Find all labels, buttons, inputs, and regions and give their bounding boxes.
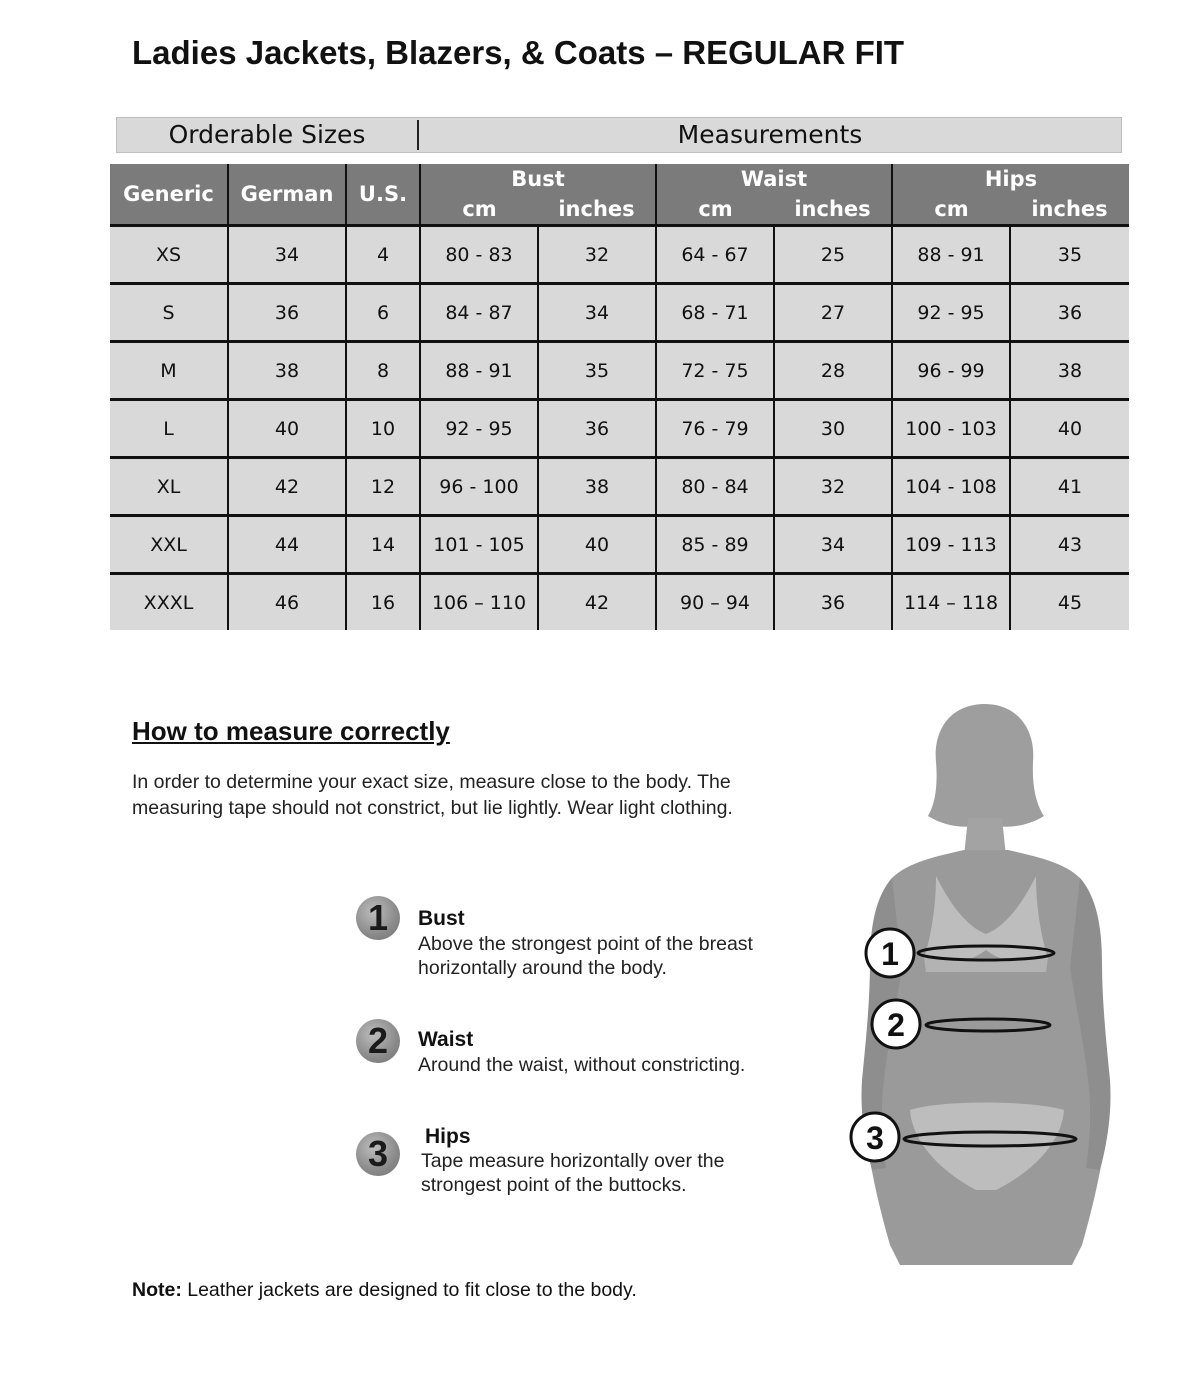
sizes-header-bar bbox=[116, 117, 1122, 153]
cell-us: 6 bbox=[346, 284, 420, 342]
cell-bust-inches: 35 bbox=[538, 342, 656, 400]
step-title: Waist bbox=[418, 1028, 474, 1051]
cell-hips-cm: 109 - 113 bbox=[892, 516, 1010, 574]
waist-marker-label: 2 bbox=[887, 1007, 905, 1043]
cell-waist-cm: 64 - 67 bbox=[656, 226, 774, 284]
cell-generic: XL bbox=[110, 458, 228, 516]
cell-us: 16 bbox=[346, 574, 420, 631]
step-number-badge: 2 bbox=[356, 1019, 400, 1063]
cell-waist-inches: 30 bbox=[774, 400, 892, 458]
table-row bbox=[110, 574, 1129, 631]
cell-hips-inches: 36 bbox=[1010, 284, 1129, 342]
page-title: Ladies Jackets, Blazers, & Coats – REGULAR FIT bbox=[132, 34, 905, 71]
bust-marker-label: 1 bbox=[881, 936, 899, 972]
cell-bust-inches: 36 bbox=[538, 400, 656, 458]
step-title: Bust bbox=[418, 907, 465, 930]
cell-german: 46 bbox=[228, 574, 346, 631]
table-row bbox=[110, 516, 1129, 574]
cell-hips-cm: 96 - 99 bbox=[892, 342, 1010, 400]
header-bust-cm: cm bbox=[420, 194, 538, 226]
header-generic: Generic bbox=[110, 164, 228, 226]
step-text: Around the waist, without constricting. bbox=[418, 1054, 746, 1076]
cell-waist-inches: 28 bbox=[774, 342, 892, 400]
cell-hips-inches: 38 bbox=[1010, 342, 1129, 400]
cell-us: 12 bbox=[346, 458, 420, 516]
cell-generic: S bbox=[110, 284, 228, 342]
cell-generic: XS bbox=[110, 226, 228, 284]
cell-waist-cm: 72 - 75 bbox=[656, 342, 774, 400]
cell-waist-cm: 80 - 84 bbox=[656, 458, 774, 516]
cell-bust-cm: 80 - 83 bbox=[420, 226, 538, 284]
hips-marker-label: 3 bbox=[866, 1120, 884, 1156]
table-row bbox=[110, 284, 1129, 342]
waist-marker bbox=[872, 1000, 920, 1048]
cell-hips-inches: 40 bbox=[1010, 400, 1129, 458]
cell-hips-cm: 88 - 91 bbox=[892, 226, 1010, 284]
cell-hips-cm: 114 – 118 bbox=[892, 574, 1010, 631]
cell-bust-cm: 84 - 87 bbox=[420, 284, 538, 342]
cell-generic: M bbox=[110, 342, 228, 400]
header-waist: Waist bbox=[656, 164, 892, 194]
header-german: German bbox=[228, 164, 346, 226]
measurements-label: Measurements bbox=[677, 120, 863, 149]
cell-german: 36 bbox=[228, 284, 346, 342]
cell-bust-inches: 42 bbox=[538, 574, 656, 631]
cell-hips-inches: 41 bbox=[1010, 458, 1129, 516]
cell-us: 4 bbox=[346, 226, 420, 284]
header-waist-cm: cm bbox=[656, 194, 774, 226]
note-text bbox=[132, 1279, 637, 1302]
cell-waist-inches: 36 bbox=[774, 574, 892, 631]
cell-waist-inches: 32 bbox=[774, 458, 892, 516]
header-waist-inches: inches bbox=[774, 194, 892, 226]
cell-generic: XXXL bbox=[110, 574, 228, 631]
cell-hips-inches: 43 bbox=[1010, 516, 1129, 574]
cell-waist-inches: 34 bbox=[774, 516, 892, 574]
cell-hips-cm: 100 - 103 bbox=[892, 400, 1010, 458]
cell-bust-cm: 96 - 100 bbox=[420, 458, 538, 516]
howto-intro: In order to determine your exact size, measure close to the body. The measuring tape should not constrict, but lie lightly. Wear light clothing. bbox=[132, 771, 733, 819]
cell-bust-cm: 101 - 105 bbox=[420, 516, 538, 574]
body-silhouette-figure bbox=[840, 700, 1130, 1275]
header-hips: Hips bbox=[892, 164, 1129, 194]
cell-us: 10 bbox=[346, 400, 420, 458]
header-bust: Bust bbox=[420, 164, 656, 194]
cell-hips-cm: 92 - 95 bbox=[892, 284, 1010, 342]
cell-german: 44 bbox=[228, 516, 346, 574]
note-label: Note: bbox=[132, 1279, 182, 1301]
silhouette-icon bbox=[861, 704, 1110, 1265]
cell-german: 38 bbox=[228, 342, 346, 400]
step-text: Above the strongest point of the breast horizontally around the body. bbox=[418, 933, 753, 979]
cell-us: 14 bbox=[346, 516, 420, 574]
cell-hips-inches: 35 bbox=[1010, 226, 1129, 284]
cell-waist-cm: 90 – 94 bbox=[656, 574, 774, 631]
cell-hips-inches: 45 bbox=[1010, 574, 1129, 631]
cell-bust-inches: 32 bbox=[538, 226, 656, 284]
orderable-sizes-label: Orderable Sizes bbox=[168, 120, 366, 149]
step-title: Hips bbox=[425, 1125, 471, 1148]
header-us: U.S. bbox=[346, 164, 420, 226]
table-row bbox=[110, 458, 1129, 516]
header-bust-inches: inches bbox=[538, 194, 656, 226]
cell-hips-cm: 104 - 108 bbox=[892, 458, 1010, 516]
table-row bbox=[110, 400, 1129, 458]
note-body: Leather jackets are designed to fit close to the body. bbox=[181, 1279, 637, 1301]
table-row bbox=[110, 342, 1129, 400]
cell-waist-cm: 85 - 89 bbox=[656, 516, 774, 574]
cell-german: 40 bbox=[228, 400, 346, 458]
cell-german: 34 bbox=[228, 226, 346, 284]
header-hips-cm: cm bbox=[892, 194, 1010, 226]
cell-waist-cm: 68 - 71 bbox=[656, 284, 774, 342]
howto-heading: How to measure correctly bbox=[132, 716, 450, 746]
cell-us: 8 bbox=[346, 342, 420, 400]
step-number-badge: 3 bbox=[356, 1132, 400, 1176]
cell-waist-inches: 27 bbox=[774, 284, 892, 342]
step-number-badge: 1 bbox=[356, 896, 400, 940]
cell-bust-inches: 38 bbox=[538, 458, 656, 516]
cell-generic: L bbox=[110, 400, 228, 458]
size-table bbox=[110, 164, 1129, 630]
table-row bbox=[110, 226, 1129, 284]
cell-bust-inches: 34 bbox=[538, 284, 656, 342]
header-hips-inches: inches bbox=[1010, 194, 1129, 226]
cell-waist-cm: 76 - 79 bbox=[656, 400, 774, 458]
cell-german: 42 bbox=[228, 458, 346, 516]
cell-bust-inches: 40 bbox=[538, 516, 656, 574]
hips-marker bbox=[851, 1113, 899, 1161]
cell-waist-inches: 25 bbox=[774, 226, 892, 284]
step-text: Tape measure horizontally over the strongest point of the buttocks. bbox=[421, 1150, 725, 1196]
cell-bust-cm: 92 - 95 bbox=[420, 400, 538, 458]
cell-generic: XXL bbox=[110, 516, 228, 574]
bust-marker bbox=[866, 929, 914, 977]
cell-bust-cm: 106 – 110 bbox=[420, 574, 538, 631]
cell-bust-cm: 88 - 91 bbox=[420, 342, 538, 400]
